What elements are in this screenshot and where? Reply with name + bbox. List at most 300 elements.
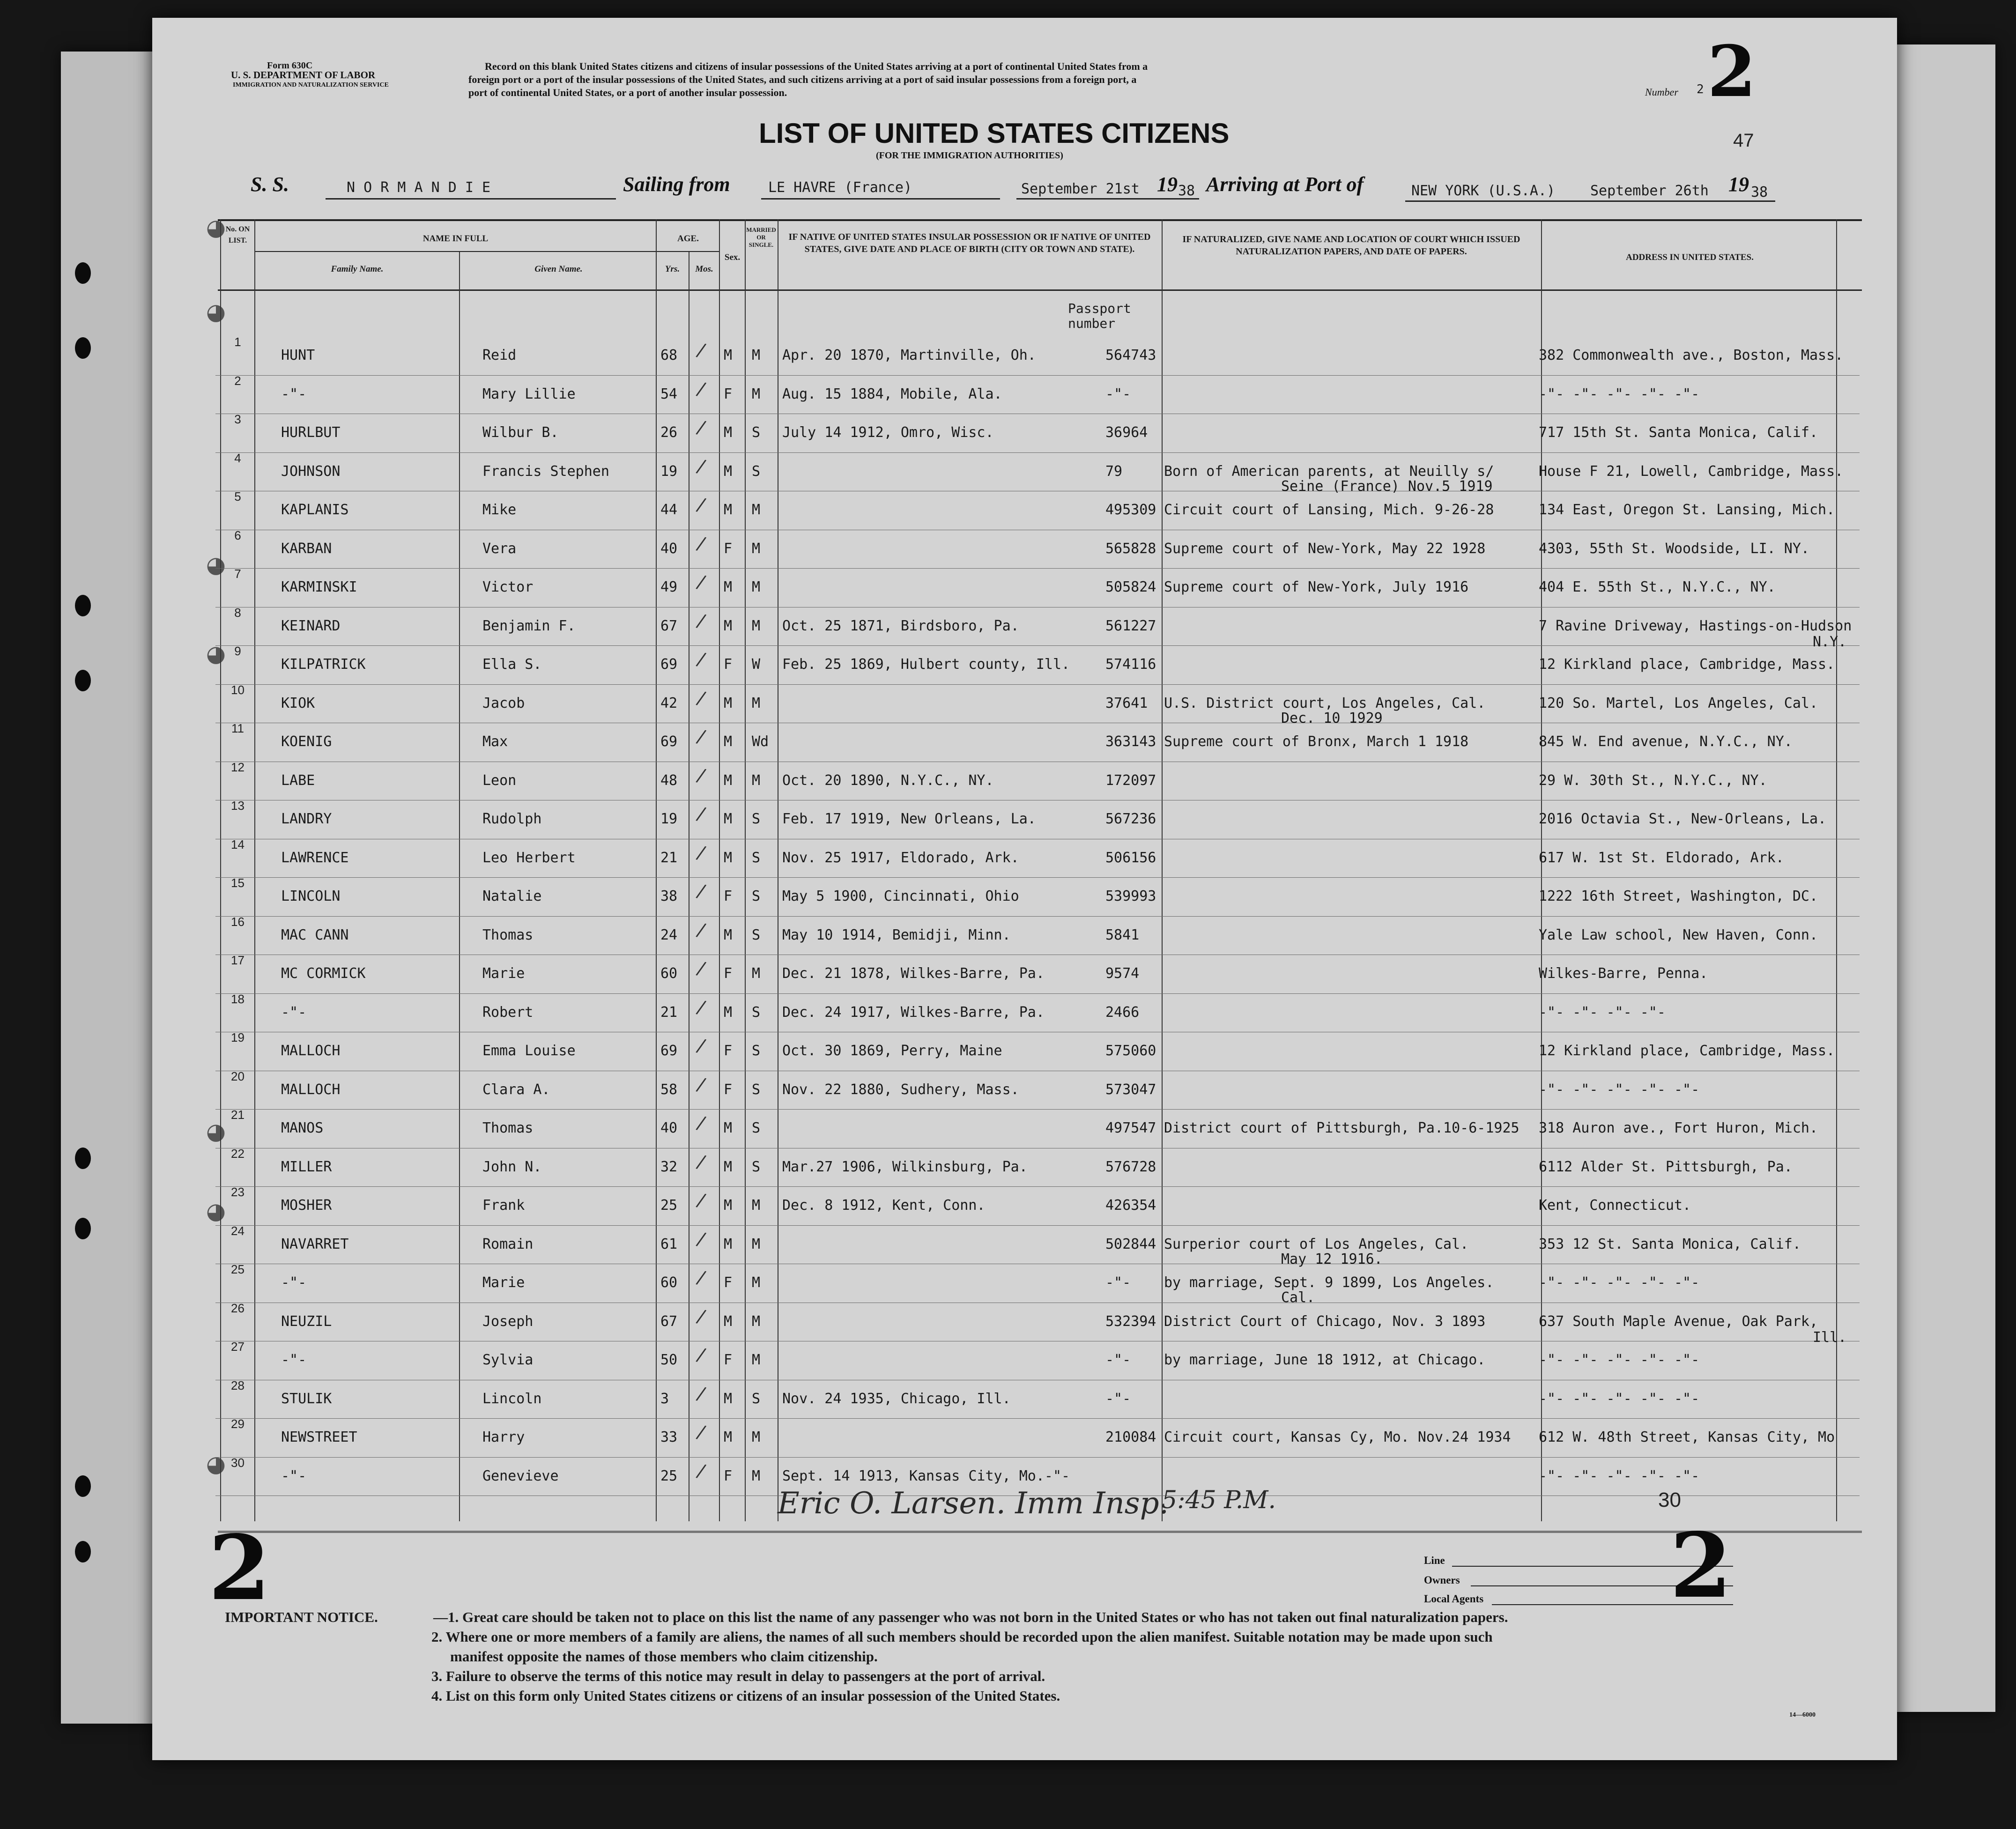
naturalization-record-cont: Seine (France) Nov.5 1919	[1281, 478, 1493, 495]
marital-status: S	[752, 1390, 761, 1407]
checkmark-icon: /	[695, 339, 708, 362]
passport-number: 576728	[1105, 1158, 1156, 1175]
birth-date-place: Aug. 15 1884, Mobile, Ala.	[782, 385, 1002, 402]
sex-value: F	[724, 965, 733, 982]
sex-value: M	[724, 1197, 733, 1214]
birth-date-place: Oct. 20 1890, N.Y.C., NY.	[782, 772, 994, 789]
given-name: Romain	[482, 1236, 534, 1252]
family-name: LANDRY	[281, 811, 332, 827]
birth-date-place: Nov. 22 1880, Sudhery, Mass.	[782, 1081, 1019, 1098]
sex-value: M	[724, 617, 733, 634]
row-rule	[215, 993, 1860, 994]
birth-date-place: May 10 1914, Bemidji, Minn.	[782, 926, 1011, 943]
checkmark-icon: /	[695, 378, 708, 400]
agents-label: Local Agents	[1424, 1593, 1484, 1605]
sex-value: M	[724, 1313, 733, 1330]
us-address: 404 E. 55th St., N.Y.C., NY.	[1539, 579, 1776, 595]
sex-value: F	[724, 1274, 733, 1291]
col-header-name: NAME IN FULL	[422, 234, 489, 244]
passport-number: 539993	[1105, 888, 1156, 904]
us-address: 29 W. 30th St., N.Y.C., NY.	[1539, 772, 1767, 789]
marital-status: M	[752, 347, 761, 363]
row-number: 22	[231, 1146, 245, 1161]
given-name: Genevieve	[482, 1467, 559, 1484]
footer-border	[218, 1531, 1862, 1533]
family-name: KOENIG	[281, 733, 332, 750]
age-years: 67	[660, 617, 678, 634]
row-number: 4	[234, 451, 241, 465]
binder-clip-icon: ◕	[206, 1451, 226, 1477]
sailing-label: Sailing from	[623, 173, 730, 196]
us-address: 845 W. End avenue, N.Y.C., NY.	[1539, 733, 1793, 750]
marital-status: S	[752, 1158, 761, 1175]
punch-hole	[75, 1541, 91, 1562]
checkmark-icon: /	[695, 1228, 708, 1251]
row-number: 24	[231, 1223, 245, 1238]
family-name: NEUZIL	[281, 1313, 332, 1330]
row-number: 29	[231, 1417, 245, 1431]
birth-date-place: Nov. 24 1935, Chicago, Ill.	[782, 1390, 1011, 1407]
service-name: IMMIGRATION AND NATURALIZATION SERVICE	[233, 81, 389, 89]
instructions-line-3: port of continental United States, or a port of another insular possession.	[468, 87, 787, 98]
checkmark-icon: /	[695, 609, 708, 632]
family-name: -"-	[281, 1274, 307, 1291]
sex-value: F	[724, 888, 733, 904]
number-typed: 2	[1697, 82, 1704, 96]
form-number: Form 630C	[267, 60, 313, 71]
row-number: 18	[231, 992, 245, 1006]
passport-number: 36964	[1105, 424, 1148, 441]
age-years: 40	[660, 1120, 678, 1136]
col-header-naturalized: IF NATURALIZED, GIVE NAME AND LOCATION OF COURT WHICH ISSUED NATURALIZATION PAPERS, AND DATE OF PAPERS.	[1182, 234, 1520, 257]
us-address: 7 Ravine Driveway, Hastings-on-Hudson	[1539, 617, 1852, 634]
checkmark-icon: /	[695, 764, 708, 787]
marital-status: S	[752, 1081, 761, 1098]
sex-value: M	[724, 424, 733, 441]
given-name: Thomas	[482, 926, 534, 943]
checkmark-icon: /	[695, 957, 708, 980]
us-address: 6112 Alder St. Pittsburgh, Pa.	[1539, 1158, 1793, 1175]
us-address: 637 South Maple Avenue, Oak Park,	[1539, 1313, 1818, 1330]
given-name: Victor	[482, 579, 534, 595]
list-subtitle: (FOR THE IMMIGRATION AUTHORITIES)	[876, 150, 1063, 161]
binder-clip-icon: ◕	[206, 552, 226, 578]
col-divider	[459, 251, 460, 1521]
given-name: Marie	[482, 1274, 525, 1291]
col-divider	[745, 219, 746, 1521]
naturalization-record-cont: Dec. 10 1929	[1281, 710, 1383, 726]
sex-value: M	[724, 463, 733, 480]
instructions-line-2: foreign port or a port of the insular possessions of the United States, and such citizens arriving at a port of said insular possessions from a foreign port, a	[468, 74, 1137, 85]
col-header-no: No. ON LIST.	[225, 225, 250, 244]
passport-number: 363143	[1105, 733, 1156, 750]
marital-status: M	[752, 1467, 761, 1484]
col-divider	[656, 219, 657, 1521]
marital-status: M	[752, 1429, 761, 1445]
row-number: 11	[231, 721, 244, 735]
naturalization-record: Born of American parents, at Neuilly s/	[1164, 463, 1494, 480]
row-number: 3	[234, 412, 241, 426]
us-address: 612 W. 48th Street, Kansas City, Mo	[1539, 1429, 1835, 1445]
given-name: Lincoln	[482, 1390, 542, 1407]
table-header-border	[218, 289, 1862, 291]
given-name: Mike	[482, 502, 517, 518]
given-name: Marie	[482, 965, 525, 982]
passport-number: 37641	[1105, 695, 1148, 711]
checkmark-icon: /	[695, 803, 708, 825]
notice-title: IMPORTANT NOTICE.	[225, 1609, 378, 1625]
sex-value: M	[724, 347, 733, 363]
checkmark-icon: /	[695, 1344, 708, 1366]
family-name: -"-	[281, 385, 307, 402]
row-number: 16	[231, 914, 245, 929]
inspector-signature: Eric O. Larsen. Imm Insp.	[778, 1486, 1169, 1521]
age-years: 44	[660, 502, 678, 518]
notice-item-3: 3. Failure to observe the terms of this notice may result in delay to passengers at the port of arrival.	[431, 1668, 1045, 1684]
col-divider	[254, 219, 255, 1521]
row-rule	[215, 568, 1860, 569]
us-address: -"- -"- -"- -"- -"-	[1539, 1467, 1700, 1484]
marital-status: S	[752, 424, 761, 441]
us-address: -"- -"- -"- -"-	[1539, 1004, 1666, 1021]
marital-status: M	[752, 695, 761, 711]
arrival-date: September 26th	[1590, 183, 1709, 199]
checkmark-icon: /	[695, 726, 708, 748]
us-address: -"- -"- -"- -"- -"-	[1539, 1081, 1700, 1098]
age-years: 58	[660, 1081, 678, 1098]
marital-status: S	[752, 1120, 761, 1136]
row-rule	[215, 452, 1860, 453]
us-address: 4303, 55th St. Woodside, LI. NY.	[1539, 540, 1809, 557]
binder-clip-icon: ◕	[206, 215, 226, 241]
marital-status: M	[752, 540, 761, 557]
row-rule	[215, 1457, 1860, 1458]
passport-number: -"-	[1105, 385, 1131, 402]
checkmark-icon: /	[695, 648, 708, 671]
us-address: 717 15th St. Santa Monica, Calif.	[1539, 424, 1818, 441]
checkmark-icon: /	[695, 416, 708, 439]
us-address: 134 East, Oregon St. Lansing, Mich.	[1539, 502, 1835, 518]
age-years: 48	[660, 772, 678, 789]
family-name: HUNT	[281, 347, 315, 363]
punch-hole	[75, 670, 91, 691]
family-name: JOHNSON	[281, 463, 341, 480]
punch-hole	[75, 1475, 91, 1497]
age-years: 40	[660, 540, 678, 557]
col-header-address: ADDRESS IN UNITED STATES.	[1626, 252, 1754, 262]
family-name: KEINARD	[281, 617, 341, 634]
row-number: 17	[231, 953, 245, 967]
age-years: 25	[660, 1467, 678, 1484]
naturalization-record-cont: Cal.	[1281, 1289, 1315, 1306]
us-address: -"- -"- -"- -"- -"-	[1539, 1352, 1700, 1368]
given-name: Leo Herbert	[482, 849, 576, 866]
family-name: NEWSTREET	[281, 1429, 357, 1445]
notice-item-2: 2. Where one or more members of a family are aliens, the names of all such members should be recorded upon the alien manifest. Suitable notation may be made upon such	[431, 1629, 1493, 1645]
age-years: 33	[660, 1429, 678, 1445]
age-years: 3	[660, 1390, 669, 1407]
given-name: Thomas	[482, 1120, 534, 1136]
col-divider	[719, 219, 720, 1521]
arrival-year-prefix: 19	[1728, 173, 1749, 196]
marital-status: S	[752, 1043, 761, 1059]
age-years: 24	[660, 926, 678, 943]
age-years: 32	[660, 1158, 678, 1175]
given-name: Sylvia	[482, 1352, 534, 1368]
age-years: 50	[660, 1352, 678, 1368]
sex-value: M	[724, 733, 733, 750]
family-name: HURLBUT	[281, 424, 341, 441]
punch-hole	[75, 262, 91, 284]
instructions-line-1: Record on this blank United States citizens and citizens of insular possessions of the United States arriving at a port of continental United States from a	[485, 60, 1148, 72]
family-name: KIOK	[281, 695, 315, 711]
birth-date-place: Feb. 17 1919, New Orleans, La.	[782, 811, 1036, 827]
owners-label: Owners	[1424, 1574, 1460, 1586]
checkmark-icon: /	[695, 841, 708, 864]
naturalization-record: Supreme court of New-York, July 1916	[1164, 579, 1469, 595]
sex-value: M	[724, 695, 733, 711]
passport-number: 561227	[1105, 617, 1156, 634]
passport-number: 567236	[1105, 811, 1156, 827]
row-rule	[215, 645, 1860, 646]
ship-name: N O R M A N D I E	[347, 179, 491, 196]
col-divider	[220, 219, 221, 1521]
row-number: 23	[231, 1185, 245, 1199]
family-name: KILPATRICK	[281, 656, 366, 673]
checkmark-icon: /	[695, 1035, 708, 1057]
col-header-age: AGE.	[677, 234, 699, 244]
passport-number: 505824	[1105, 579, 1156, 595]
age-years: 68	[660, 347, 678, 363]
age-years: 21	[660, 849, 678, 866]
row-number: 8	[234, 605, 241, 620]
col-header-yrs: Yrs.	[665, 264, 680, 274]
row-rule	[215, 1418, 1860, 1419]
name-group-underline	[255, 251, 656, 252]
marital-status: S	[752, 888, 761, 904]
passport-number: 79	[1105, 463, 1123, 480]
punch-hole	[75, 1148, 91, 1169]
family-name: MC CORMICK	[281, 965, 366, 982]
col-header-given: Given Name.	[534, 264, 583, 274]
row-number: 30	[231, 1455, 245, 1470]
row-rule	[215, 684, 1860, 685]
sex-value: M	[724, 502, 733, 518]
checkmark-icon: /	[695, 1459, 708, 1482]
notice-item-4: 4. List on this form only United States citizens or citizens of an insular possession of the United States.	[431, 1688, 1060, 1704]
row-number: 2	[234, 373, 241, 388]
marital-status: S	[752, 926, 761, 943]
naturalization-record: Supreme court of New-York, May 22 1928	[1164, 540, 1486, 557]
given-name: Jacob	[482, 695, 525, 711]
age-years: 42	[660, 695, 678, 711]
passport-number: -"-	[1105, 1274, 1131, 1291]
checkmark-icon: /	[695, 494, 708, 516]
big-number-right: 2	[1670, 1513, 1732, 1618]
given-name: John N.	[482, 1158, 542, 1175]
sex-value: F	[724, 385, 733, 402]
sex-value: F	[724, 1467, 733, 1484]
sex-value: M	[724, 849, 733, 866]
naturalization-record: by marriage, Sept. 9 1899, Los Angeles.	[1164, 1274, 1494, 1291]
us-address: Kent, Connecticut.	[1539, 1197, 1691, 1214]
family-name: LINCOLN	[281, 888, 341, 904]
passport-number: 172097	[1105, 772, 1156, 789]
naturalization-record-cont: May 12 1916.	[1281, 1251, 1383, 1267]
birth-date-place: Oct. 25 1871, Birdsboro, Pa.	[782, 617, 1019, 634]
birth-date-place: July 14 1912, Omro, Wisc.	[782, 424, 994, 441]
family-name: MALLOCH	[281, 1043, 341, 1059]
passport-header: Passport number	[1068, 301, 1131, 331]
date-underline	[1016, 198, 1199, 200]
family-name: KARMINSKI	[281, 579, 357, 595]
us-address: 382 Commonwealth ave., Boston, Mass.	[1539, 347, 1844, 363]
row-number: 20	[231, 1069, 245, 1083]
col-header-family: Family Name.	[331, 264, 384, 274]
us-address: 12 Kirkland place, Cambridge, Mass.	[1539, 656, 1835, 673]
sex-value: M	[724, 1429, 733, 1445]
marital-status: S	[752, 1004, 761, 1021]
number-stamp: 2	[1707, 30, 1757, 113]
marital-status: M	[752, 502, 761, 518]
ss-label: S. S.	[251, 173, 289, 196]
us-address: 1222 16th Street, Washington, DC.	[1539, 888, 1818, 904]
table-top-border	[218, 219, 1862, 221]
us-address: House F 21, Lowell, Cambridge, Mass.	[1539, 463, 1844, 480]
us-address-cont: Ill.	[1813, 1329, 1847, 1346]
row-number: 27	[231, 1340, 245, 1354]
row-rule	[215, 375, 1860, 376]
sex-value: M	[724, 1236, 733, 1252]
passport-number: -"-	[1105, 1390, 1131, 1407]
naturalization-record: Surperior court of Los Angeles, Cal.	[1164, 1236, 1469, 1252]
row-number: 13	[231, 799, 245, 813]
passport-number: 426354	[1105, 1197, 1156, 1214]
notice-item-1: —1. Great care should be taken not to place on this list the name of any passenger who was not born in the United States or who has not taken out final naturalization papers.	[433, 1609, 1508, 1625]
birth-date-place: Dec. 21 1878, Wilkes-Barre, Pa.	[782, 965, 1045, 982]
given-name: Joseph	[482, 1313, 534, 1330]
notice-item-2-cont: manifest opposite the names of those members who claim citizenship.	[450, 1648, 878, 1665]
age-years: 54	[660, 385, 678, 402]
us-address: Yale Law school, New Haven, Conn.	[1539, 926, 1818, 943]
marital-status: W	[752, 656, 761, 673]
row-number: 19	[231, 1030, 245, 1044]
checkmark-icon: /	[695, 571, 708, 593]
family-name: LAWRENCE	[281, 849, 349, 866]
col-header-sex: Sex.	[724, 252, 741, 262]
checkmark-icon: /	[695, 1421, 708, 1444]
age-years: 49	[660, 579, 678, 595]
sex-value: M	[724, 811, 733, 827]
family-name: MALLOCH	[281, 1081, 341, 1098]
department-name: U. S. DEPARTMENT OF LABOR	[231, 69, 376, 81]
marital-status: M	[752, 1313, 761, 1330]
us-address: 120 So. Martel, Los Angeles, Cal.	[1539, 695, 1818, 711]
naturalization-record: District Court of Chicago, Nov. 3 1893	[1164, 1313, 1486, 1330]
given-name: Leon	[482, 772, 517, 789]
passenger-total: 30	[1658, 1488, 1681, 1511]
marital-status: M	[752, 965, 761, 982]
row-number: 7	[234, 567, 241, 581]
age-years: 38	[660, 888, 678, 904]
passport-number: 532394	[1105, 1313, 1156, 1330]
row-rule	[215, 1186, 1860, 1187]
passport-number: 574116	[1105, 656, 1156, 673]
given-name: Reid	[482, 347, 517, 363]
birth-date-place: Sept. 14 1913, Kansas City, Mo.-"-	[782, 1467, 1070, 1484]
passport-number: 565828	[1105, 540, 1156, 557]
given-name: Francis Stephen	[482, 463, 609, 480]
naturalization-record: District court of Pittsburgh, Pa.10-6-1925	[1164, 1120, 1519, 1136]
marital-status: S	[752, 811, 761, 827]
print-stamp: 14—6000	[1789, 1711, 1816, 1718]
family-name: -"-	[281, 1352, 307, 1368]
row-number: 26	[231, 1301, 245, 1315]
birth-date-place: Apr. 20 1870, Martinville, Oh.	[782, 347, 1036, 363]
arrival-time-note: 5:45 P.M.	[1162, 1486, 1276, 1514]
manifest-sheet	[152, 18, 1897, 1760]
row-rule	[215, 916, 1860, 917]
sex-value: M	[724, 579, 733, 595]
passport-number: 5841	[1105, 926, 1140, 943]
birth-date-place: Nov. 25 1917, Eldorado, Ark.	[782, 849, 1019, 866]
us-address: -"- -"- -"- -"- -"-	[1539, 1390, 1700, 1407]
us-address: 12 Kirkland place, Cambridge, Mass.	[1539, 1043, 1835, 1059]
binder-clip-icon: ◕	[206, 641, 226, 667]
birth-date-place: Dec. 8 1912, Kent, Conn.	[782, 1197, 986, 1214]
us-address: Wilkes-Barre, Penna.	[1539, 965, 1708, 982]
punch-hole	[75, 595, 91, 616]
given-name: Benjamin F.	[482, 617, 576, 634]
us-address: -"- -"- -"- -"- -"-	[1539, 1274, 1700, 1291]
age-years: 26	[660, 424, 678, 441]
given-name: Mary Lillie	[482, 385, 576, 402]
us-address: 617 W. 1st St. Eldorado, Ark.	[1539, 849, 1784, 866]
age-years: 19	[660, 811, 678, 827]
naturalization-record: U.S. District court, Los Angeles, Cal.	[1164, 695, 1486, 711]
row-number: 9	[234, 644, 241, 658]
sex-value: F	[724, 1043, 733, 1059]
row-number: 14	[231, 837, 245, 852]
passport-number: 573047	[1105, 1081, 1156, 1098]
marital-status: M	[752, 1236, 761, 1252]
birth-date-place: Dec. 24 1917, Wilkes-Barre, Pa.	[782, 1004, 1045, 1021]
family-name: MAC CANN	[281, 926, 349, 943]
passport-number: 210084	[1105, 1429, 1156, 1445]
row-rule	[215, 877, 1860, 878]
naturalization-record: by marriage, June 18 1912, at Chicago.	[1164, 1352, 1486, 1368]
ship-underline	[326, 198, 616, 200]
row-number: 5	[234, 489, 241, 504]
checkmark-icon: /	[695, 1382, 708, 1405]
given-name: Harry	[482, 1429, 525, 1445]
checkmark-icon: /	[695, 996, 708, 1019]
marital-status: M	[752, 617, 761, 634]
birth-date-place: May 5 1900, Cincinnati, Ohio	[782, 888, 1019, 904]
row-number: 10	[231, 682, 245, 697]
us-address: 318 Auron ave., Fort Huron, Mich.	[1539, 1120, 1818, 1136]
marital-status: Wd	[752, 733, 769, 750]
page-number: 47	[1733, 130, 1754, 151]
sex-value: F	[724, 1352, 733, 1368]
marital-status: M	[752, 1352, 761, 1368]
line-label: Line	[1424, 1555, 1445, 1566]
row-number: 6	[234, 528, 241, 542]
birth-date-place: Oct. 30 1869, Perry, Maine	[782, 1043, 1002, 1059]
sailing-year-prefix: 19	[1157, 173, 1178, 196]
passport-number: 502844	[1105, 1236, 1156, 1252]
checkmark-icon: /	[695, 1305, 708, 1328]
